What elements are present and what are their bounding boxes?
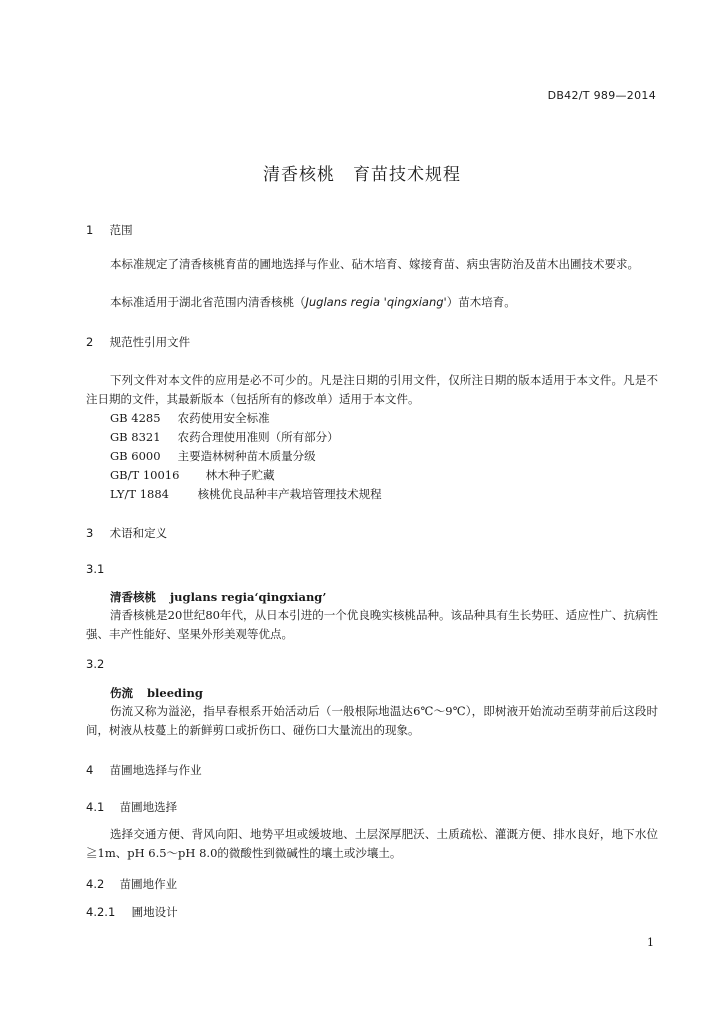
section-title: 规范性引用文件 (109, 335, 191, 349)
section-4-heading (86, 762, 202, 778)
reference-code: GB 4285 (110, 411, 161, 425)
text: ）苗木培育。 (446, 295, 516, 309)
section-2-heading (86, 334, 190, 350)
section-4-2-heading (86, 876, 177, 892)
reference-name: 农药使用安全标准 (177, 411, 270, 425)
section-title: 苗圃地选择与作业 (109, 763, 202, 777)
reference-item (110, 428, 339, 447)
section-number: 4.2 (86, 877, 105, 891)
text: 本标准适用于湖北省范围内清香核桃（ (110, 295, 306, 309)
section-2-paragraph-1: 下列文件对本文件的应用是必不可少的。凡是注日期的引用文件，仅所注日期的版本适用于本文件。凡是不注日期的文件，其最新版本（包括所有的修改单）适用于本文件。 (86, 373, 658, 406)
section-title: 苗圃地作业 (119, 877, 178, 891)
reference-code: GB 8321 (110, 430, 161, 444)
section-3-heading (86, 525, 167, 541)
reference-item (110, 466, 275, 485)
reference-item (110, 485, 382, 504)
section-4-1-paragraph: 选择交通方便、背风向阳、地势平坦或缓坡地、土层深厚肥沃、土质疏松、灌溉方便、排水良好，地下水位≧1m、pH 6.5～pH 8.0的微酸性到微碱性的壤土或沙壤土。 (86, 827, 658, 860)
section-title: 苗圃地选择 (119, 800, 178, 814)
reference-name: 农药合理使用准则（所有部分） (177, 430, 339, 444)
term-english: bleeding (147, 686, 203, 700)
latin-name: Juglans regia 'qingxiang' (305, 295, 447, 309)
section-1-heading (86, 222, 133, 238)
term-3-2-definition: 伤流又称为溢泌，指早春根系开始活动后（一般根际地温达6℃～9℃），即树液开始流动至萌芽前后这段时间，树液从枝蔓上的新鲜剪口或折伤口、碰伤口大量流出的现象。 (86, 704, 658, 737)
term-3-1-heading (110, 589, 326, 605)
reference-item (110, 409, 270, 428)
section-number: 4.1 (86, 800, 105, 814)
section-4-1-heading (86, 799, 177, 815)
term-3-1-number: 3.1 (86, 562, 105, 576)
section-title: 术语和定义 (109, 526, 168, 540)
page-title: 清香核桃 育苗技术规程 (263, 165, 461, 185)
term-3-2-heading (110, 685, 203, 701)
reference-name: 主要造林树种苗木质量分级 (177, 449, 316, 463)
reference-code: GB/T 10016 (110, 468, 180, 482)
reference-name: 林木种子贮藏 (205, 468, 275, 482)
term-english: juglans regia‘qingxiang’ (170, 590, 327, 604)
reference-item (110, 447, 316, 466)
section-1-paragraph-1: 本标准规定了清香核桃育苗的圃地选择与作业、砧木培育、嫁接育苗、病虫害防治及苗木出圃技术要求。 (110, 257, 639, 271)
section-number: 4.2.1 (86, 905, 116, 919)
term-3-1-definition: 清香核桃是20世纪80年代，从日本引进的一个优良晚实核桃品种。该品种具有生长势旺、适应性广、抗病性强、丰产性能好、坚果外形美观等优点。 (86, 608, 658, 641)
section-number: 1 (86, 223, 94, 237)
reference-code: GB 6000 (110, 449, 161, 463)
term-chinese: 伤流 (110, 686, 133, 700)
section-title: 范围 (109, 223, 133, 237)
document-number: DB42/T 989—2014 (547, 89, 656, 102)
reference-code: LY/T 1884 (110, 487, 169, 501)
section-1-paragraph-2 (86, 293, 658, 312)
term-chinese: 清香核桃 (110, 590, 156, 604)
section-4-2-1-heading (86, 904, 178, 920)
section-number: 4 (86, 763, 94, 777)
section-number: 3 (86, 526, 94, 540)
page-number: 1 (647, 936, 654, 949)
section-title: 圃地设计 (131, 905, 178, 919)
section-number: 2 (86, 335, 94, 349)
reference-name: 核桃优良品种丰产栽培管理技术规程 (197, 487, 382, 501)
term-3-2-number: 3.2 (86, 657, 105, 671)
